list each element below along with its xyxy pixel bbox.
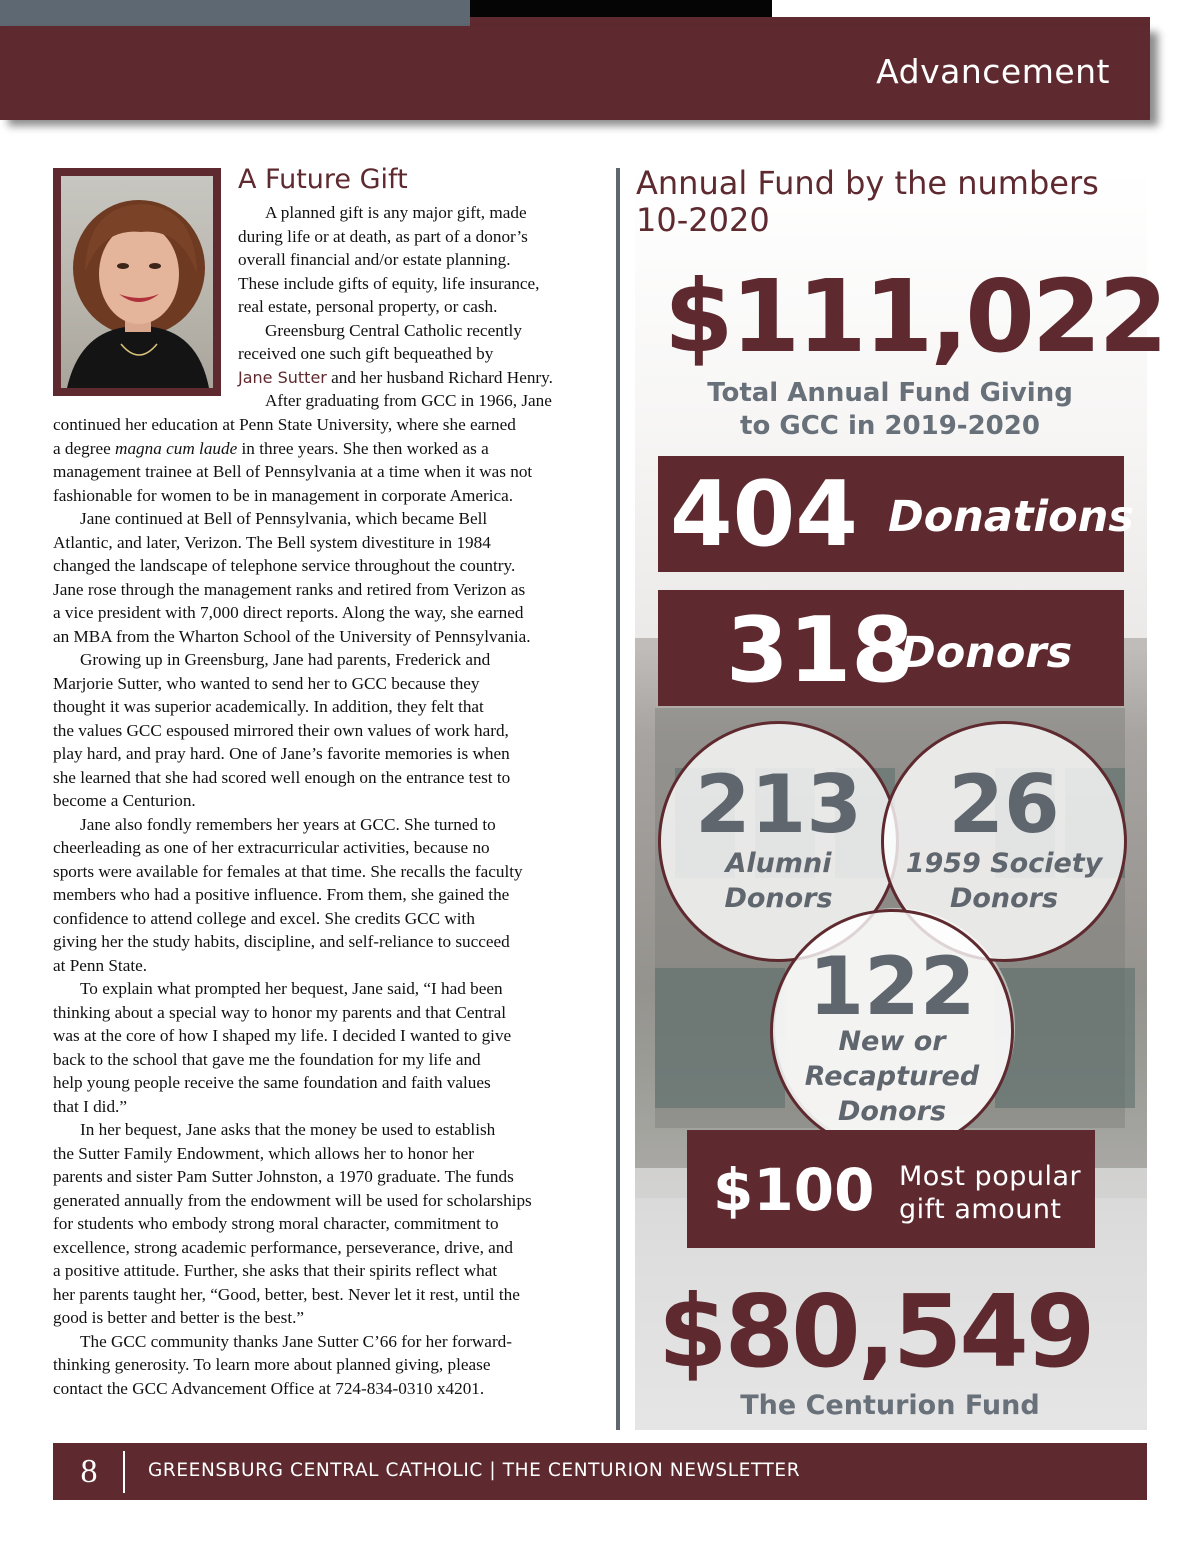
article-body [53, 413, 532, 1400]
article-intro [238, 201, 553, 413]
donations-box [658, 456, 1134, 572]
article-line: generated annually from the endowment will be used for scholarships [53, 1190, 532, 1210]
article-line: a positive attitude. Further, she asks that their spirits reflect what [53, 1261, 498, 1280]
donors-number: 318 [726, 598, 914, 703]
donors-label: Donors [900, 628, 1073, 678]
article-line: at Penn State. [53, 955, 148, 975]
article-line: excellence, strong academic performance, perseverance, drive, and [53, 1237, 513, 1257]
new-number: 122 [808, 940, 976, 1033]
popular-gift-amount: $100 [713, 1156, 875, 1224]
article-line: These include gifts of equity, life insurance, [238, 273, 540, 293]
article-line: thought it was superior academically. In addition, they felt that [53, 697, 484, 716]
new-label-line2: Recaptured [804, 1061, 980, 1092]
article-line: Jane continued at Bell of Pennsylvania, which became Bell [80, 509, 488, 528]
infographic-title-line1: Annual Fund by the numbers [636, 164, 1099, 202]
infographic-title [636, 165, 1099, 239]
article-line: After graduating from GCC in 1966, Jane [265, 391, 552, 410]
new-label-line3: Donors [837, 1096, 947, 1127]
society-label [884, 846, 1124, 916]
article-line: cheerleading as one of her extracurricular activities, because no [53, 838, 490, 857]
portrait-illustration [61, 176, 213, 388]
new-label-line1: New or [838, 1026, 946, 1057]
article-line: she learned that she had scored well enough on the entrance test to [53, 767, 511, 787]
donor-name: Jane Sutter [238, 367, 327, 387]
alumni-label-line2: Donors [724, 883, 833, 914]
total-giving-label-line2: to GCC in 2019-2020 [740, 411, 1040, 441]
society-label-line2: Donors [949, 883, 1059, 914]
header-gray-strip [0, 0, 470, 26]
article-line: parents and sister Pam Sutter Johnston, a 1970 graduate. The funds [53, 1167, 514, 1186]
article-line: Jane rose through the management ranks and retired from Verizon as [53, 579, 526, 599]
footer-separator [123, 1451, 125, 1493]
article-line: that I did.” [53, 1096, 127, 1116]
total-giving-label-line1: Total Annual Fund Giving [707, 378, 1073, 408]
society-label-line1: 1959 Society [905, 848, 1103, 879]
article-line: management trainee at Bell of Pennsylvania at a time when it was not [53, 462, 533, 481]
article-line: was at the core of how I shaped my life. I decided I wanted to give [53, 1026, 512, 1045]
article-line: play hard, and pray hard. One of Jane’s favorite memories is when [53, 744, 510, 763]
article-line: Jane Sutter and her husband Richard Henry. [238, 367, 553, 387]
article-line: thinking generosity. To learn more about planned giving, please [53, 1355, 491, 1374]
alumni-label-line1: Alumni [725, 848, 832, 879]
article-line: confidence to attend college and excel. She credits GCC with [53, 908, 475, 928]
article-line: Jane also fondly remembers her years at GCC. She turned to [80, 814, 496, 834]
article-line: continued her education at Penn State University, where she earned [53, 415, 516, 434]
article-line: contact the GCC Advancement Office at 724-834-0310 x4201. [53, 1378, 485, 1398]
article-line: help young people receive the same foundation and faith values [53, 1073, 491, 1092]
article-line: A planned gift is any major gift, made [265, 203, 527, 222]
article-line: overall financial and/or estate planning. [238, 250, 511, 269]
alumni-label [661, 846, 896, 916]
total-giving-label [678, 377, 1102, 443]
article-line: Atlantic, and later, Verizon. The Bell system divestiture in 1984 [53, 532, 491, 552]
new-donors-circle [770, 909, 1014, 1153]
article-line: changed the landscape of telephone service throughout the country. [53, 556, 516, 575]
article-line: the Sutter Family Endowment, which allows her to honor her [53, 1143, 475, 1163]
alumni-number: 213 [695, 758, 862, 851]
article-line: Marjorie Sutter, who wanted to send her to GCC because they [53, 673, 480, 693]
section-title: Advancement [876, 52, 1110, 91]
portrait-photo [61, 176, 213, 388]
article-line: In her bequest, Jane asks that the money be used to establish [80, 1120, 496, 1139]
article-line: become a Centurion. [53, 791, 196, 810]
article-line: Growing up in Greensburg, Jane had parents, Frederick and [80, 650, 491, 669]
article-line: sports were available for females at that time. She recalls the faculty [53, 861, 523, 881]
popular-gift-box [687, 1130, 1095, 1248]
article-line: fashionable for women to be in management in corporate America. [53, 485, 514, 505]
donors-box [658, 590, 1124, 706]
article-line: the values GCC espoused mirrored their own values of work hard, [53, 720, 509, 740]
article-line: The GCC community thanks Jane Sutter C’66 for her forward- [80, 1331, 512, 1351]
society-number: 26 [948, 758, 1060, 851]
article-line: an MBA from the Wharton School of the University of Pennsylvania. [53, 626, 531, 646]
portrait-photo-frame [53, 168, 221, 396]
article-line: a vice president with 7,000 direct reports. Along the way, she earned [53, 603, 524, 622]
popular-gift-label-line1: Most popular [899, 1161, 1082, 1192]
article-line: a degree magna cum laude in three years. She then worked as a [53, 438, 489, 458]
footer-publication: GREENSBURG CENTRAL CATHOLIC | THE CENTURION NEWSLETTER [148, 1460, 801, 1481]
new-label [773, 1024, 1011, 1129]
article-line: for students who embody strong moral character, commitment to [53, 1214, 499, 1233]
column-divider [616, 168, 620, 1430]
article-line: back to the school that gave me the foundation for my life and [53, 1049, 481, 1069]
donations-label: Donations [888, 492, 1134, 542]
infographic-title-line2: 10-2020 [636, 201, 770, 239]
article-line: giving her the study habits, discipline, and self-reliance to succeed [53, 932, 510, 951]
article-line: Greensburg Central Catholic recently [265, 320, 522, 340]
donations-number: 404 [670, 462, 858, 567]
latin-phrase: magna cum laude [115, 438, 238, 458]
article-line: good is better and better is the best.” [53, 1308, 305, 1327]
total-giving-amount: $111,022 [664, 258, 1166, 375]
popular-gift-label [899, 1160, 1081, 1226]
article-line: during life or at death, as part of a donor’s [238, 226, 528, 246]
article-line: real estate, personal property, or cash. [238, 297, 498, 316]
article-title: A Future Gift [238, 164, 408, 195]
article-line: received one such gift bequeathed by [238, 344, 494, 363]
article-line: her parents taught her, “Good, better, best. Never let it rest, until the [53, 1284, 520, 1304]
article-line: members who had a positive influence. From them, she gained the [53, 885, 510, 904]
header-black-strip [470, 0, 772, 17]
centurion-fund-amount: $80,549 [658, 1273, 1093, 1390]
centurion-fund-label: The Centurion Fund [740, 1390, 1040, 1421]
page-number: 8 [80, 1453, 98, 1490]
article-line: To explain what prompted her bequest, Jane said, “I had been [80, 979, 503, 998]
article-line: thinking about a special way to honor my parents and that Central [53, 1002, 506, 1022]
popular-gift-label-line2: gift amount [899, 1194, 1062, 1225]
